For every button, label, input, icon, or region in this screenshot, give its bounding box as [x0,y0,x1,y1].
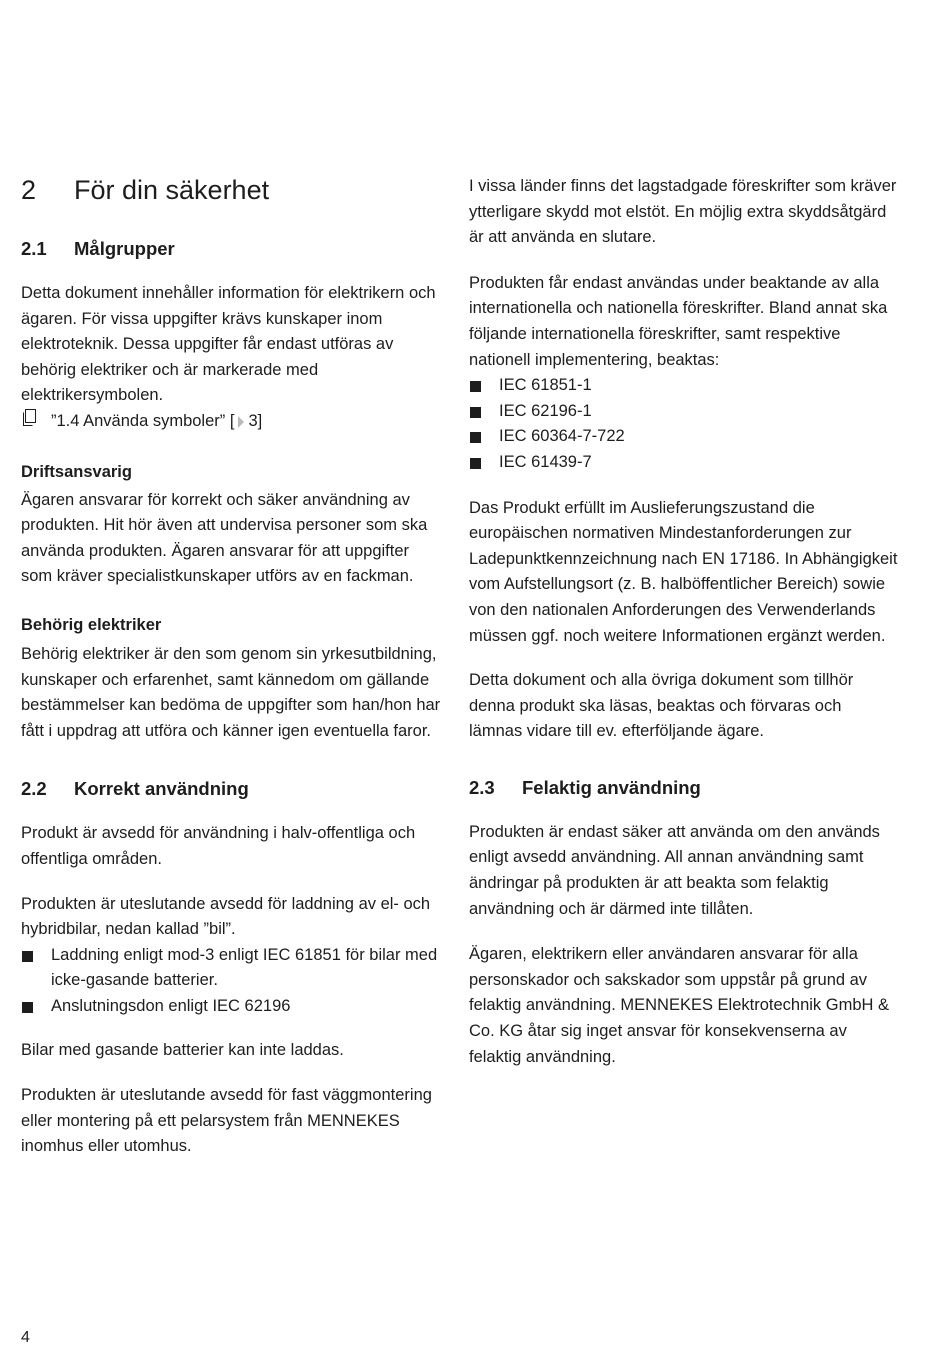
target-groups-intro: Detta dokument innehåller information för elektrikern och ägaren. För vissa uppgifter krävs kunskaper inom elektroteknik. Dessa uppgifter får endast utföras av behörig elektriker och är markerade med elektrikersymbolen. [21,284,436,405]
subsection-heading-2-2 [21,776,443,802]
driftsansvarig-text: Ägaren ansvarar för korrekt och säker användning av produkten. Hit hör även att undervisa personer som ska använda produkten. Ägaren ansvarar för att uppgifter som kräver specialistkunskaper utförs av en fackman. [21,490,428,586]
standards-list [469,373,899,475]
subsection-number: 2.1 [21,238,47,259]
section-number: 2 [21,175,37,205]
list-item: Anslutningsdon enligt IEC 62196 [21,994,443,1020]
list-item: IEC 61851-1 [469,373,899,399]
right-paragraph-1: I vissa länder finns det lagstadgade föreskrifter som kräver ytterligare skydd mot elstöt. En möjlig extra skyddsåtgärd är att använda en slutare. [469,177,897,247]
subsection-number: 2.2 [21,778,47,800]
subsection-heading-2-1 [21,236,443,262]
subsection-title: Korrekt användning [74,778,249,800]
section-title: För din säkerhet [74,175,270,205]
right-column [469,174,899,1070]
cross-reference-page: 3] [248,412,263,431]
right-paragraph-4: Detta dokument och alla övriga dokument som tillhör denna produkt ska läsas, beaktas och förvaras och lämnas vidare till ev. efterföljande ägare. [469,671,854,741]
usage-paragraph-2: Produkten är uteslutande avsedd för laddning av el- och hybridbilar, nedan kallad ”bil”. [21,894,431,939]
subsection-title: Felaktig användning [522,776,701,798]
list-item: IEC 60364-7-722 [469,424,899,450]
usage-paragraph-3: Bilar med gasande batterier kan inte laddas. [21,1041,344,1060]
usage-paragraph-1: Produkt är avsedd för användning i halv-offentliga och offentliga områden. [21,824,416,868]
usage-paragraph-4: Produkten är uteslutande avsedd för fast väggmontering eller montering på ett pelarsystem från MENNEKES inomhus eller utomhus. [21,1086,432,1156]
subsection-heading-2-3 [469,775,899,801]
left-column [21,170,443,1160]
subsection-title: Målgrupper [74,238,175,259]
usage-bullet-list [21,943,443,1020]
list-item: IEC 62196-1 [469,399,899,425]
right-paragraph-3: Das Produkt erfüllt im Auslieferungszustand die europäischen normativen Mindestanforderungen zur Ladepunktkennzeichnung nach EN 17186. In Abhängigkeit vom Aufstellungsort (z. B. halböffentlicher Bereich) sowie von den nationalen Anforderungen des Verwenderlands müssen ggf. noch weitere Informationen ergänzt werden. [469,498,898,645]
cross-reference-link[interactable] [21,409,443,436]
page-arrow-icon [238,416,244,428]
elektriker-heading: Behörig elektriker [21,615,162,634]
elektriker-text: Behörig elektriker är den som genom sin yrkesutbildning, kunskaper och erfarenhet, samt kännedom om gällande bestämmelser kan bedöma de uppgifter som han/hon har fått i uppdrag att utföra och känner igen eventuella faror. [21,644,441,740]
misuse-paragraph-2: Ägaren, elektrikern eller användaren ansvarar för alla personskador och sakskador som uppstår på grund av felaktig användning. MENNEKES Elektrotechnik GmbH & Co. KG åtar sig inget ansvar för konsekvenserna av felaktig användning. [469,945,890,1066]
list-item: IEC 61439-7 [469,450,899,476]
cross-reference-text: ”1.4 Använda symboler” [ [51,412,235,431]
document-icon [21,409,51,436]
page-number: 4 [21,1329,30,1346]
list-item: Laddning enligt mod-3 enligt IEC 61851 för bilar med icke-gasande batterier. [21,943,443,994]
right-paragraph-2: Produkten får endast användas under beaktande av alla internationella och nationella föreskrifter. Bland annat ska följande internationella föreskrifter, samt respektive nationell implementering, beaktas: [469,273,888,369]
misuse-paragraph-1: Produkten är endast säker att använda om den används enligt avsedd användning. All annan användning samt ändringar på produkten är att beakta som felaktig användning och är därmed inte tillåten. [469,822,880,918]
driftsansvarig-heading: Driftsansvarig [21,462,132,481]
section-heading [21,170,443,210]
subsection-number: 2.3 [469,776,495,798]
